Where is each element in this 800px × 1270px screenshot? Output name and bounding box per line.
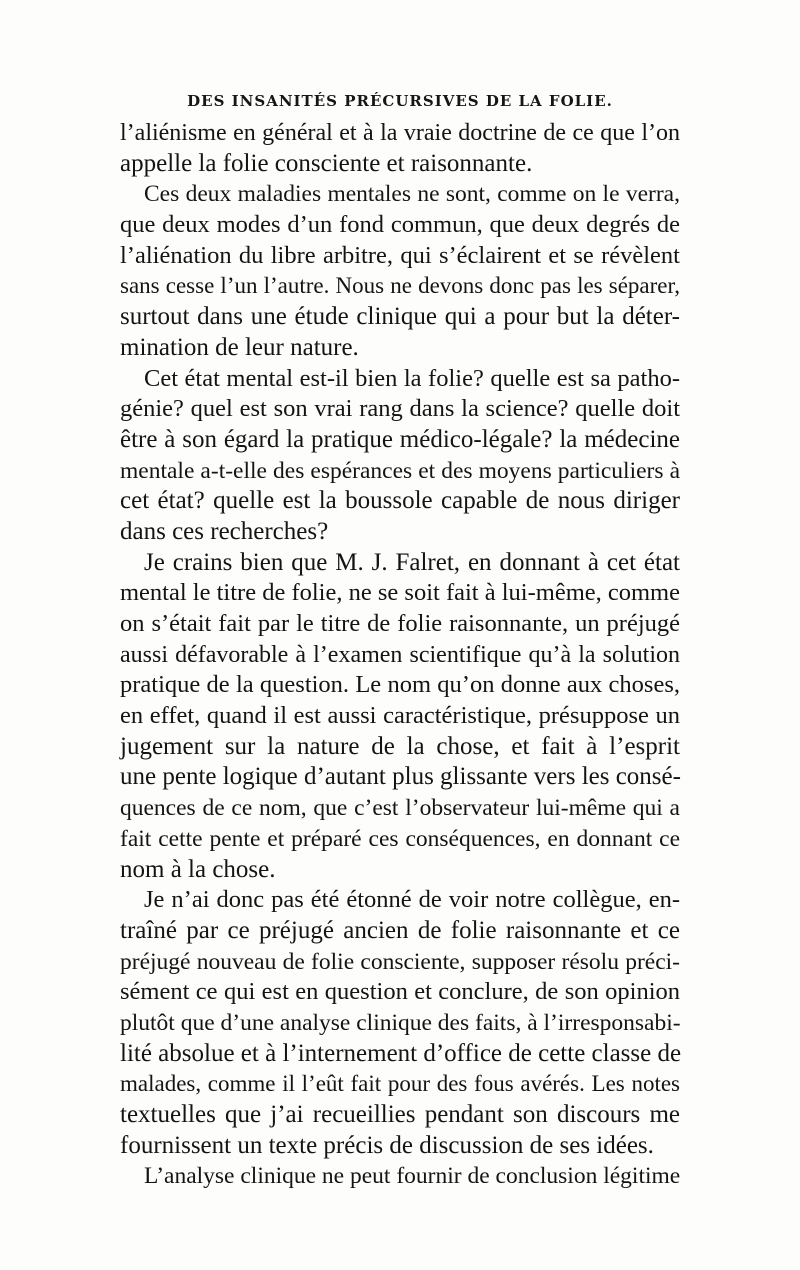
text-line: dans ces recherches?	[120, 517, 329, 545]
text-line: mental le titre de folie, ne se soit fait à lui-même, comme	[120, 579, 680, 607]
text-line: mentale a-t-elle des espérances et des moyens particuliers à	[120, 457, 680, 484]
text-line: surtout dans une étude clinique qui a pour but la déter-	[120, 303, 680, 331]
text-line: être à son égard la pratique médico-légale? la médecine	[120, 425, 680, 453]
text-line: on s’était fait par le titre de folie raisonnante, un préjugé	[120, 610, 680, 637]
text-line: lité absolue et à l’internement d’office de cette classe de	[120, 1039, 682, 1067]
text-line: pratique de la question. Le nom qu’on donne aux choses,	[120, 671, 680, 699]
text-line: jugement sur la nature de la chose, et fait à l’esprit	[120, 732, 680, 760]
text-line: textuelles que j’ai recueillies pendant son discours me	[120, 1101, 680, 1128]
text-line: sément ce qui est en question et conclure, de son opinion	[120, 978, 680, 1006]
text-line: fournissent un texte précis de discussion de ses idées.	[120, 1131, 654, 1159]
text-line: l’aliénisme en général et à la vraie doctrine de ce que l’on	[120, 120, 680, 146]
text-line: l’aliénation du libre arbitre, qui s’éclairent et se révèlent	[120, 241, 680, 269]
text-line: traîné par ce préjugé ancien de folie raisonnante et ce	[120, 916, 680, 944]
text-line: L’analyse clinique ne peut fournir de conclusion légitime	[144, 1163, 681, 1190]
text-line: malades, comme il l’eût fait pour des fous avérés. Les notes	[120, 1071, 680, 1097]
text-line: Cet état mental est-il bien la folie? quelle est sa patho-	[144, 364, 680, 392]
text-line: aussi défavorable à l’examen scientifique qu’à la solution	[120, 641, 680, 668]
text-line: Ces deux maladies mentales ne sont, comme on le verra,	[144, 181, 680, 208]
text-line: quences de ce nom, que c’est l’observateur lui-même qui a	[120, 795, 680, 822]
body-text	[120, 118, 680, 1192]
text-line: préjugé nouveau de folie consciente, supposer résolu préci-	[120, 948, 680, 975]
text-line: Je n’ai donc pas été étonné de voir notre collègue, en-	[144, 886, 680, 914]
text-line: fait cette pente et préparé ces conséquences, en donnant ce	[120, 825, 680, 852]
text-line: mination de leur nature.	[120, 333, 359, 361]
text-line: génie? quel est son vrai rang dans la science? quelle doit	[120, 395, 680, 423]
text-line: une pente logique d’autant plus glissante vers les consé-	[120, 763, 681, 791]
text-line: sans cesse l’un l’autre. Nous ne devons donc pas les séparer,	[120, 273, 680, 299]
text-line: en effet, quand il est aussi caractéristique, présuppose un	[120, 702, 680, 730]
text-line: nom à la chose.	[120, 855, 276, 883]
text-line: Je crains bien que M. J. Falret, en donnant à cet état	[144, 548, 680, 576]
text-line: cet état? quelle est la boussole capable de nous diriger	[120, 487, 680, 515]
text-line: appelle la folie consciente et raisonnante.	[120, 149, 533, 177]
text-line: plutôt que d’une analyse clinique des faits, à l’irresponsabi-	[120, 1009, 681, 1036]
text-line: que deux modes d’un fond commun, que deux degrés de	[120, 211, 680, 239]
running-head: DES INSANITÉS PRÉCURSIVES DE LA FOLIE.	[187, 92, 613, 110]
